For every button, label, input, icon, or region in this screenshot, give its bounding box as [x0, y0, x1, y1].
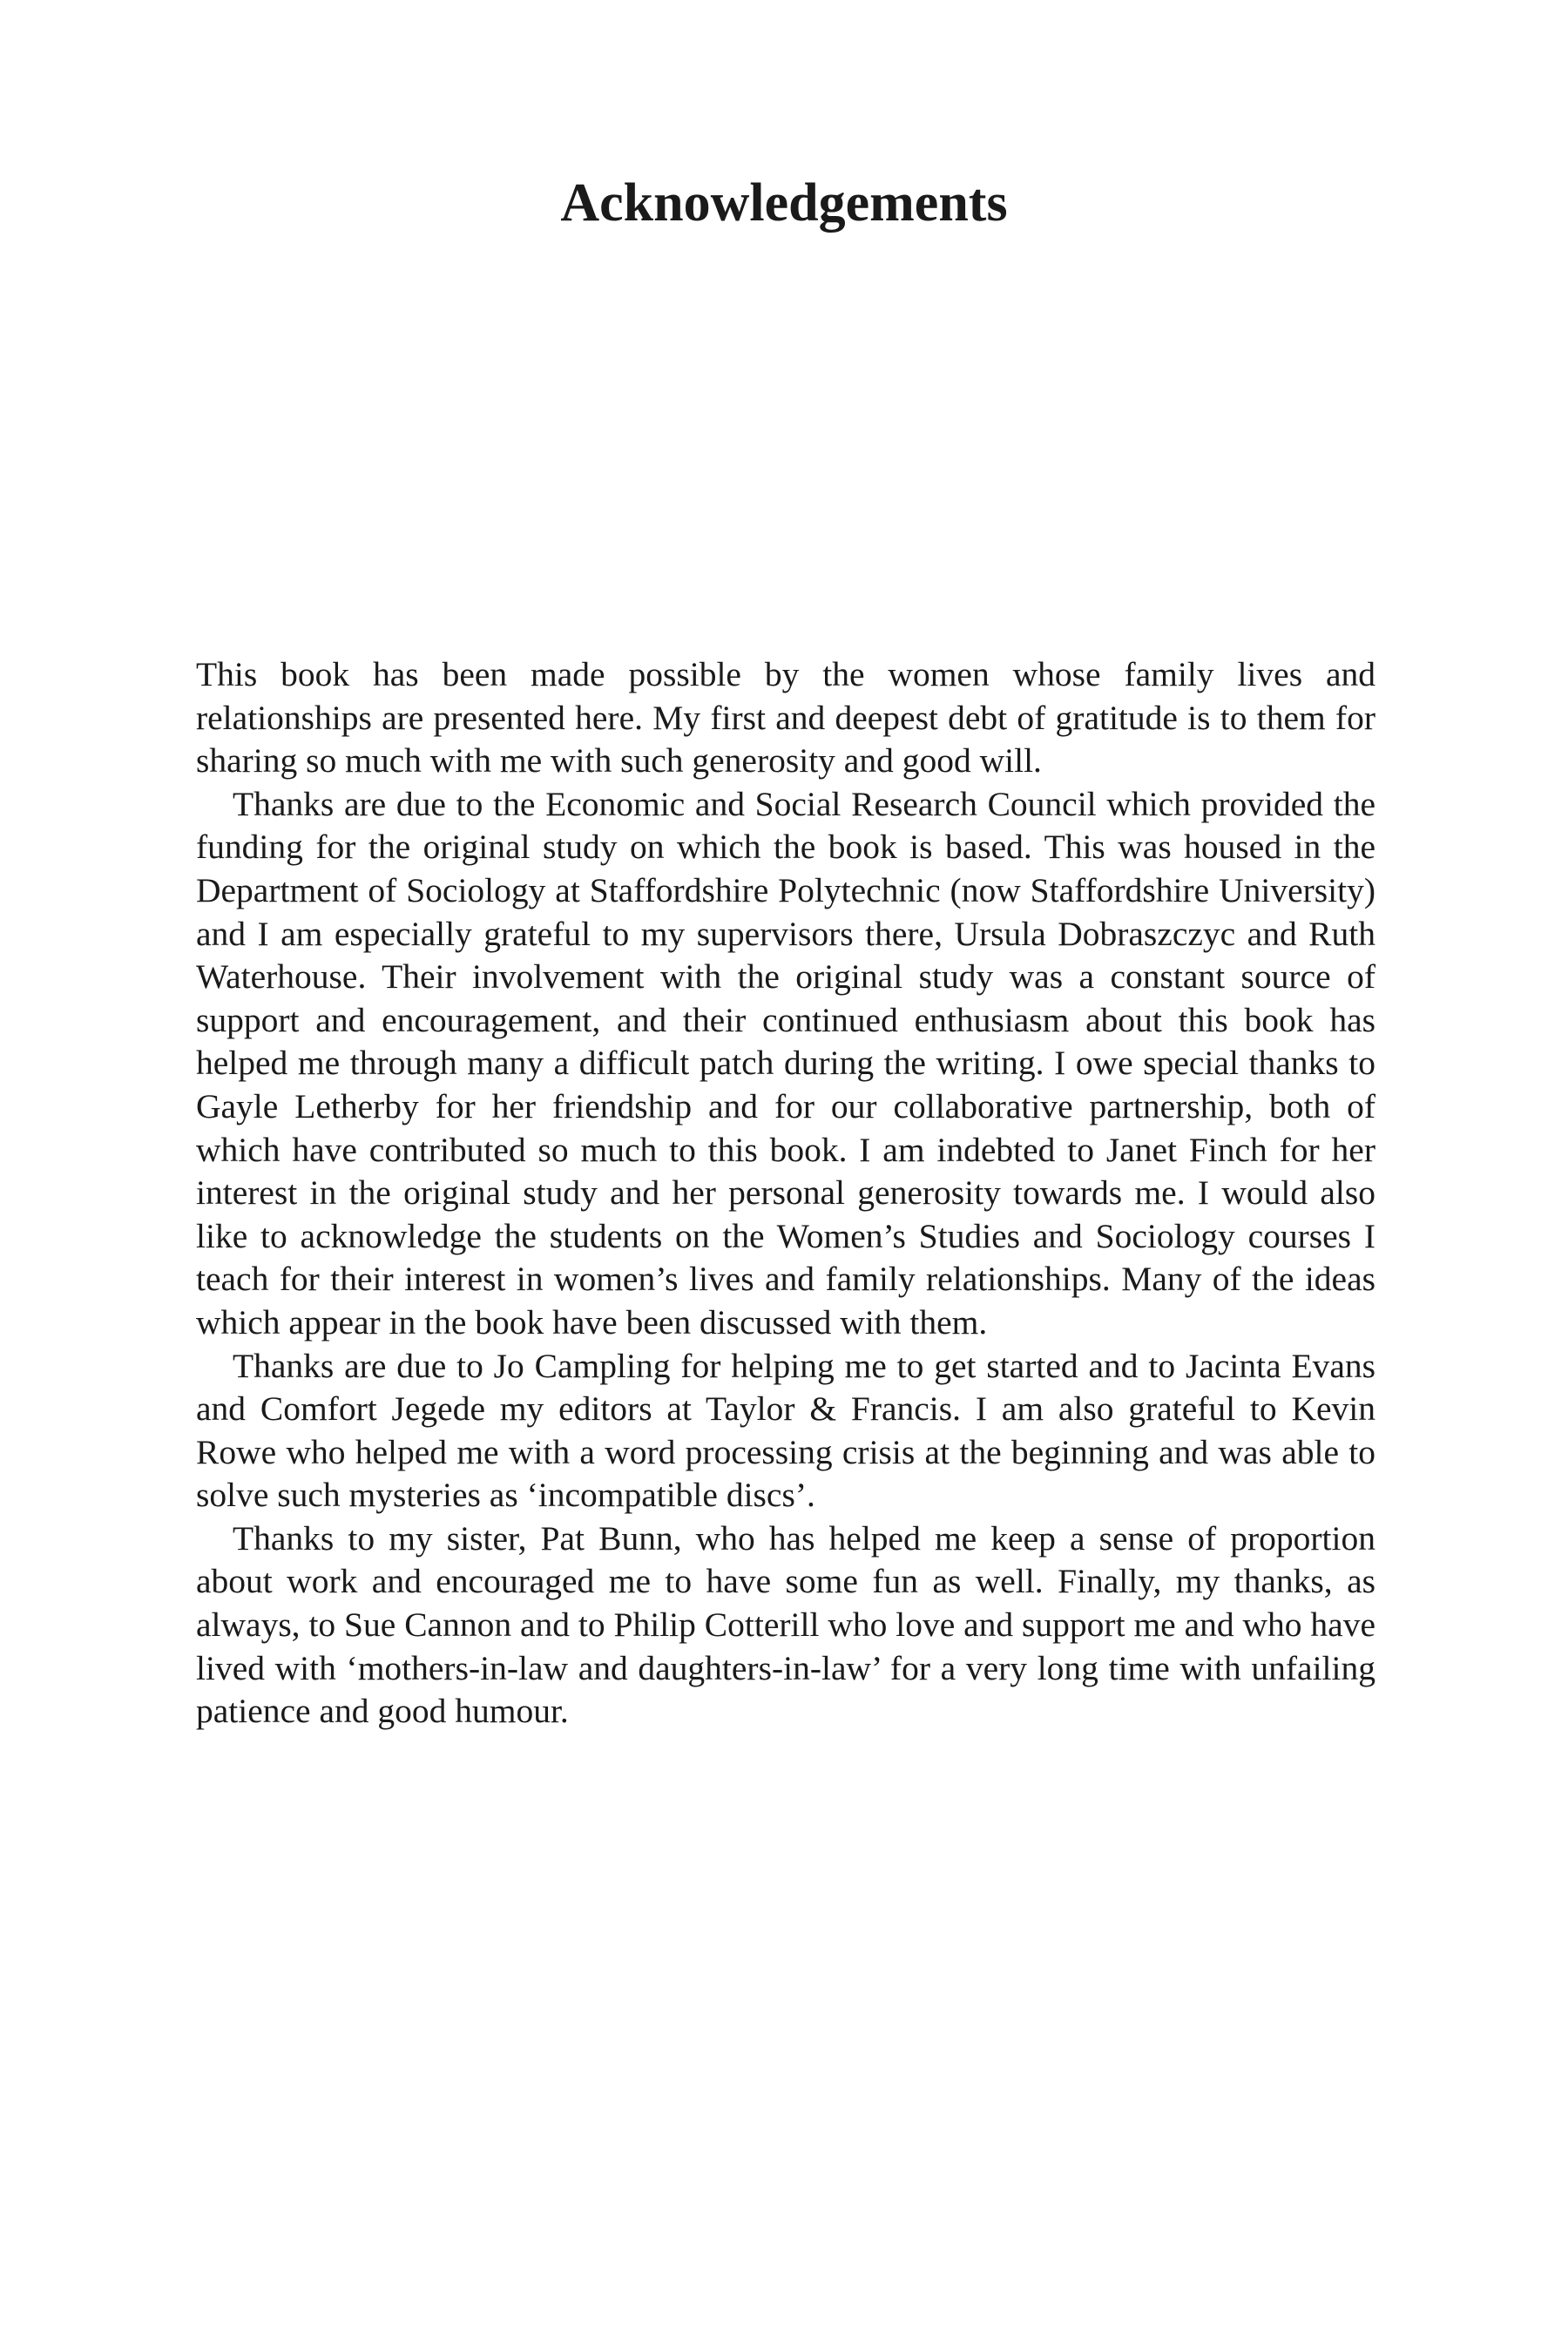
- paragraph-3: Thanks are due to Jo Campling for helping me to get started and to Jacinta Evans and Comfort Jegede my editors at Taylor & Francis. I am also grateful to Kevin Rowe who helped me with a word processing crisis at the beginning and was able to solve such mysteries as ‘incompatible discs’.: [196, 1346, 1375, 1515]
- paragraph-2: Thanks are due to the Economic and Social Research Council which provided the funding for the original study on which the book is based. This was housed in the Department of Sociology at Staffordshire Polytechnic (now Staffordshire University) and I am especially grateful to my supervisors there, Ursula Dobraszczyc and Ruth Waterhouse. Their involvement with the original study was a constant source of support and encouragement, and their continued enthusiasm about this book has helped me through many a difficult patch during the writing. I owe special thanks to Gayle Letherby for her friendship and for our collaborative partnership, both of which have contributed so much to this book. I am indebted to Janet Finch for her interest in the original study and her personal generosity towards me. I would also like to acknowledge the students on the Women’s Studies and Sociology courses I teach for their interest in women’s lives and family relationships. Many of the ideas which appear in the book have been discussed with them.: [196, 784, 1375, 1342]
- paragraph-1: This book has been made possible by the women whose family lives and relationships are presented here. My first and deepest debt of gratitude is to them for sharing so much with me with such generosity and good will.: [196, 655, 1375, 781]
- acknowledgements-body: [196, 653, 1375, 1734]
- page-title: Acknowledgements: [560, 173, 1008, 233]
- paragraph-4: Thanks to my sister, Pat Bunn, who has helped me keep a sense of proportion about work and encouraged me to have some fun as well. Finally, my thanks, as always, to Sue Cannon and to Philip Cotterill who love and support me and who have lived with ‘mothers-in-law and daughters-in-law’ for a very long time with unfailing patience and good humour.: [196, 1518, 1375, 1731]
